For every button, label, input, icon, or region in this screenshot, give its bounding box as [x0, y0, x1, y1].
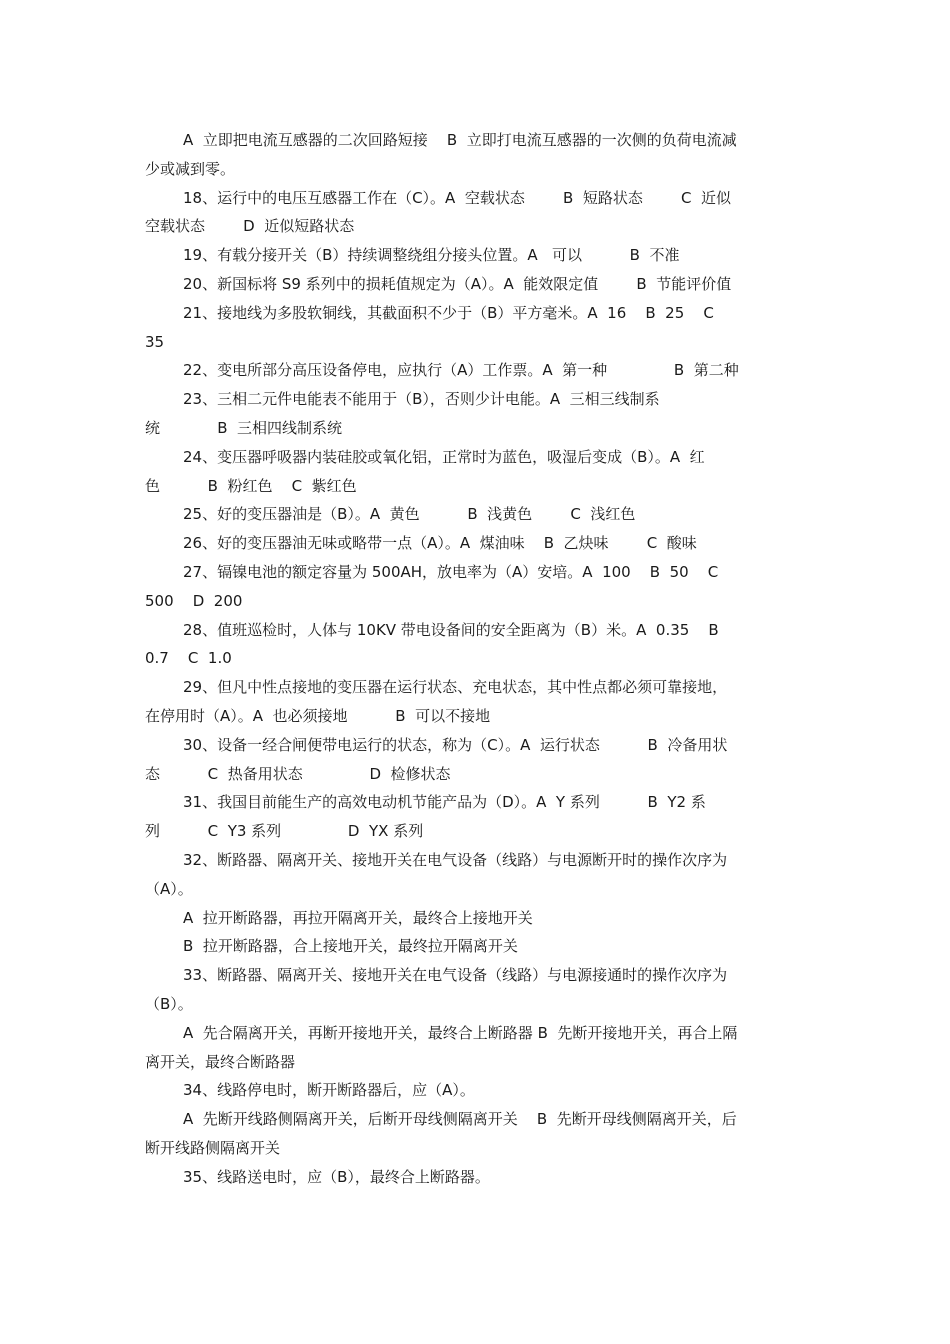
text-line: （A）。	[145, 879, 193, 898]
option-line: A 先合隔离开关，再断开接地开关，最终合上断路器 B 先断开接地开关，再合上隔	[183, 1023, 738, 1042]
question-18: 18、运行中的电压互感器工作在（C）。A 空载状态 B 短路状态 C 近似	[183, 188, 731, 207]
question-20: 20、新国标将 S9 系列中的损耗值规定为（A）。A 能效限定值 B 节能评价值	[183, 274, 732, 293]
text-line: 色 B 粉红色 C 紫红色	[145, 476, 357, 495]
text-line: 断开线路侧隔离开关	[145, 1138, 281, 1157]
question-29: 29、但凡中性点接地的变压器在运行状态、充电状态，其中性点都必须可靠接地，	[183, 678, 728, 697]
question-23: 23、三相二元件电能表不能用于（B），否则少计电能。A 三相三线制系	[183, 390, 660, 409]
question-22: 22、变电所部分高压设备停电，应执行（A）工作票。A 第一种 B 第二种	[183, 361, 739, 380]
text-line: A 立即把电流互感器的二次回路短接 B 立即打电流互感器的一次侧的负荷电流减	[183, 131, 737, 149]
text-line: 列 C Y3 系列 D YX 系列	[145, 822, 424, 841]
text-line: 统 B 三相四线制系统	[145, 418, 343, 437]
question-34: 34、线路停电时，断开断路器后，应（A）。	[183, 1081, 475, 1100]
question-28: 28、值班巡检时，人体与 10KV 带电设备间的安全距离为（B）米。A 0.35 B	[183, 620, 719, 639]
question-21: 21、接地线为多股软铜线，其截面积不少于（B）平方毫米。A 16 B 25 C	[183, 303, 714, 322]
question-35: 35、线路送电时，应（B），最终合上断路器。	[183, 1167, 490, 1186]
text-line: 态 C 热备用状态 D 检修状态	[145, 764, 451, 783]
text-line: 空载状态 D 近似短路状态	[145, 217, 355, 236]
question-32: 32、断路器、隔离开关、接地开关在电气设备（线路）与电源断开时的操作次序为	[183, 850, 728, 869]
question-19: 19、有载分接开关（B）持续调整绕组分接头位置。A 可以 B 不准	[183, 246, 680, 265]
option-line: A 拉开断路器，再拉开隔离开关，最终合上接地开关	[183, 908, 533, 927]
document-body	[145, 126, 810, 1191]
text-line: 在停用时（A）。A 也必须接地 B 可以不接地	[145, 706, 491, 725]
text-line: 500 D 200	[145, 591, 243, 610]
text-line: 35	[145, 332, 165, 351]
text-line: 少或减到零。	[145, 159, 236, 178]
option-line: B 拉开断路器，合上接地开关，最终拉开隔离开关	[183, 937, 518, 956]
question-24: 24、变压器呼吸器内装硅胶或氧化铝，正常时为蓝色，吸湿后变成（B）。A 红	[183, 447, 705, 466]
question-27: 27、镉镍电池的额定容量为 500AH，放电率为（A）安培。A 100 B 50 C	[183, 562, 719, 581]
question-26: 26、好的变压器油无味或略带一点（A）。A 煤油味 B 乙炔味 C 酸味	[183, 534, 697, 553]
text-line: 离开关，最终合断路器	[145, 1052, 296, 1071]
question-33: 33、断路器、隔离开关、接地开关在电气设备（线路）与电源接通时的操作次序为	[183, 966, 728, 985]
text-line: （B）。	[145, 994, 193, 1013]
question-31: 31、我国目前能生产的高效电动机节能产品为（D）。A Y 系列 B Y2 系	[183, 793, 706, 812]
option-line: A 先断开线路侧隔离开关，后断开母线侧隔离开关 B 先断开母线侧隔离开关，后	[183, 1110, 737, 1129]
question-25: 25、好的变压器油是（B）。A 黄色 B 浅黄色 C 浅红色	[183, 505, 636, 524]
question-30: 30、设备一经合闸便带电运行的状态，称为（C）。A 运行状态 B 冷备用状	[183, 735, 728, 754]
text-line: 0.7 C 1.0	[145, 649, 232, 668]
